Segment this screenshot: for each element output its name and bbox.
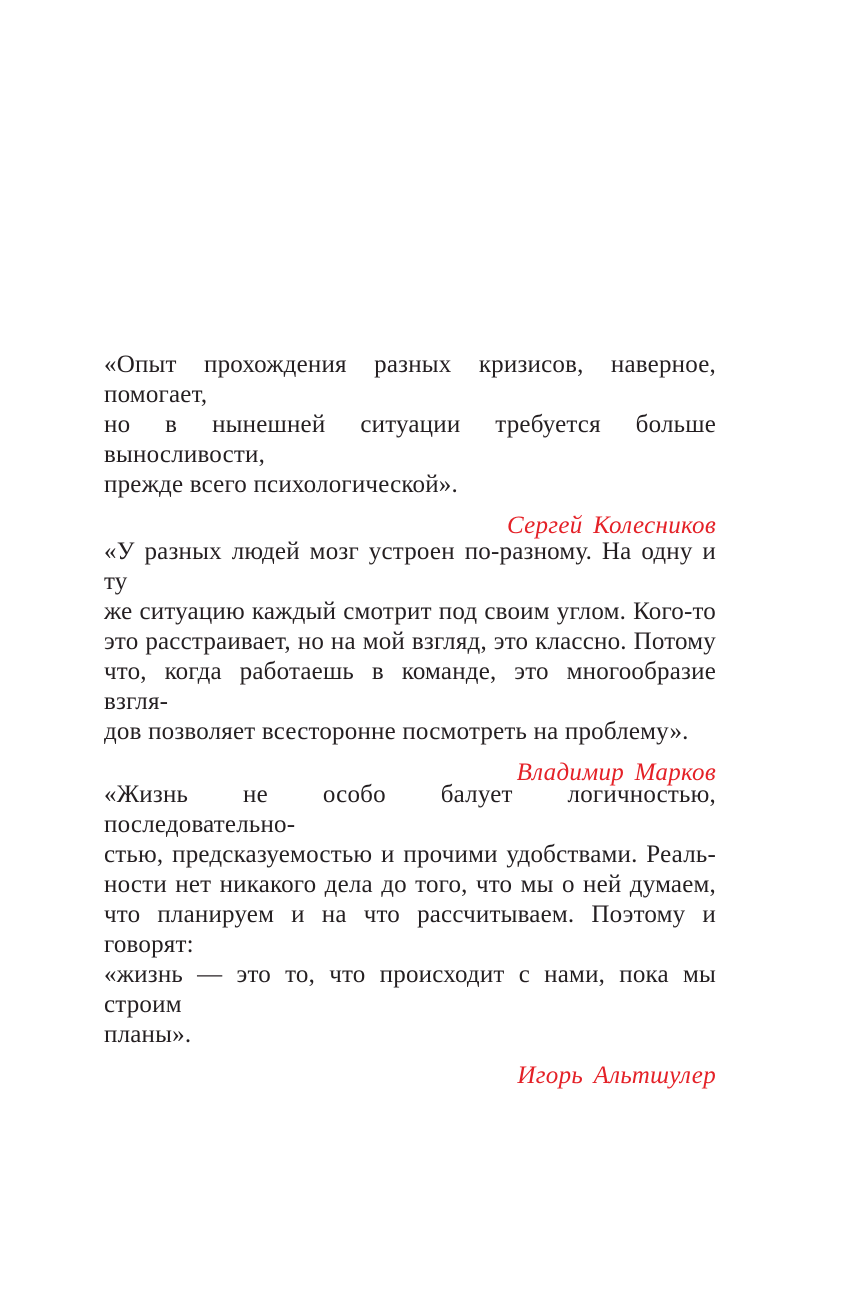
quote-line: прежде всего психологической». [104, 471, 458, 498]
quote-line: планы». [104, 1021, 192, 1048]
quote-line: «Жизнь не особо балует логичностью, последовательно- [104, 781, 716, 838]
quote-line: что планируем и на что рассчитываем. Поэтому и говорят: [104, 901, 716, 958]
quote-author: Игорь Альтшулер [517, 1062, 716, 1089]
quote-line: «Опыт прохождения разных кризисов, наверное, помогает, [104, 351, 716, 408]
quote-block-3 [104, 780, 716, 1091]
quote-line: стью, предсказуемостью и прочими удобствами. Реаль- [104, 841, 716, 868]
quote-line: же ситуацию каждый смотрит под своим углом. Кого-то [104, 598, 716, 625]
quote-line: дов позволяет всесторонне посмотреть на проблему». [104, 718, 689, 745]
quote-line: но в нынешней ситуации требуется больше выносливости, [104, 411, 716, 468]
quote-line: «жизнь — это то, что происходит с нами, пока мы строим [104, 961, 716, 1018]
quote-line: ности нет никакого дела до того, что мы о ней думаем, [104, 871, 716, 898]
quote-author: Сергей Колесников [506, 512, 716, 539]
quote-line: это расстраивает, но на мой взгляд, это классно. Потому [104, 628, 716, 655]
quote-block-1 [104, 350, 716, 541]
quote-author: Владимир Марков [516, 759, 716, 786]
quote-line: что, когда работаешь в команде, это многообразие взгля- [104, 658, 716, 715]
quote-block-2 [104, 537, 716, 788]
quote-line: «У разных людей мозг устроен по-разному. На одну и ту [104, 538, 716, 595]
